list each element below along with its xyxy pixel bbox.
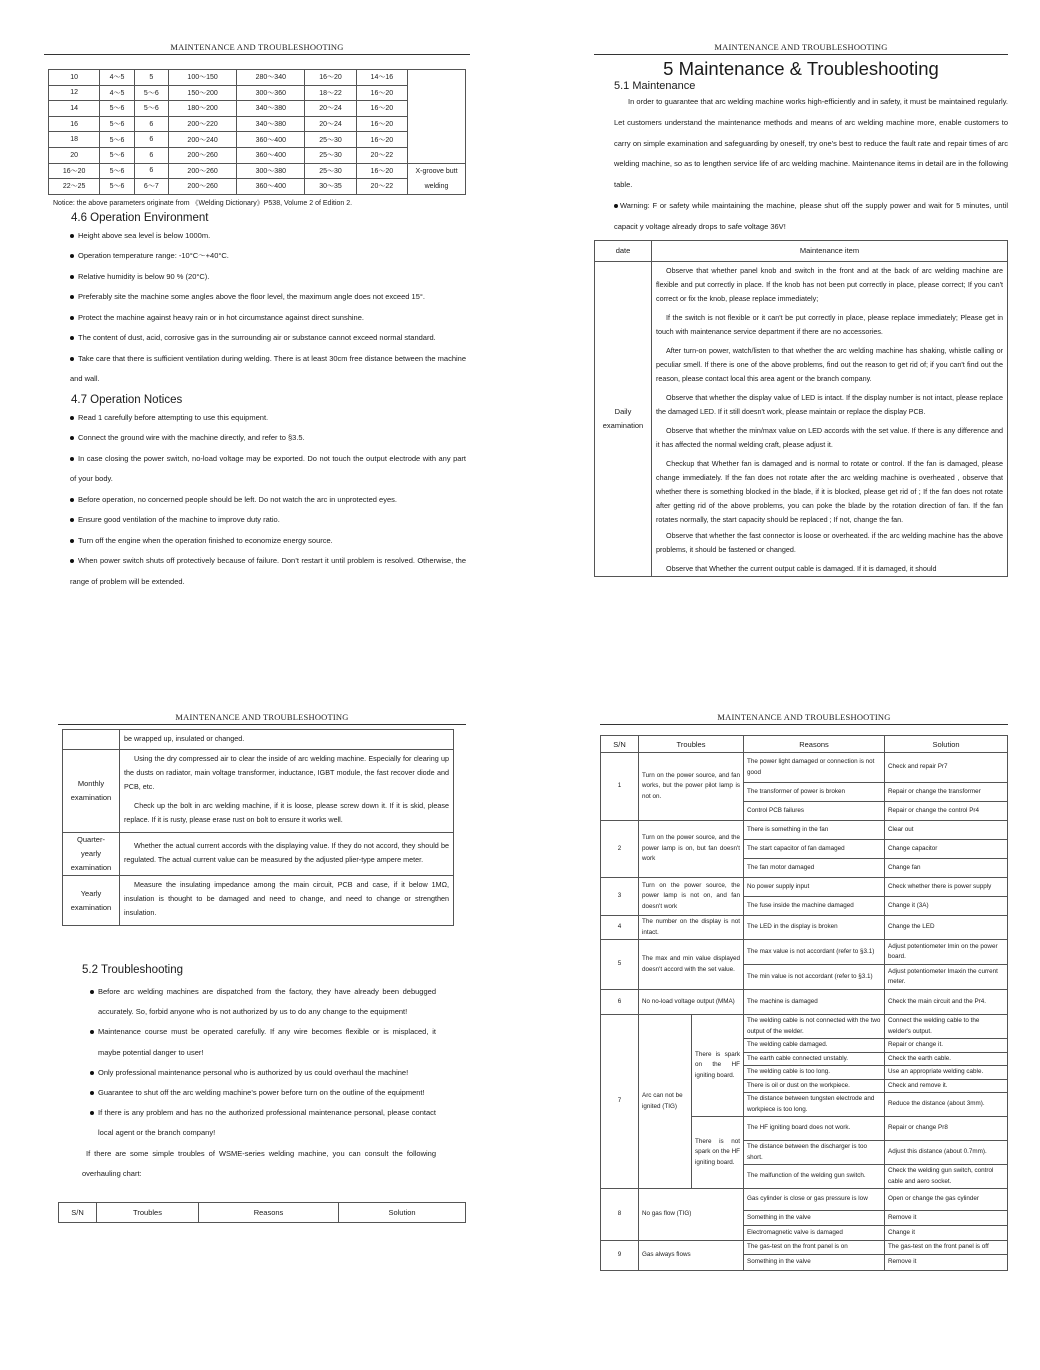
table-row bbox=[49, 132, 466, 148]
date-cell-quarter-yearly: Quarter- yearly examination bbox=[63, 833, 120, 876]
bullet-icon bbox=[90, 1071, 94, 1075]
table-cell: 200～260 bbox=[169, 163, 237, 179]
trouble-cell: Turn on the power source, and fan works, but the power pilot lamp is not on. bbox=[639, 753, 744, 821]
trouble-cell: No no-load voltage output (MMA) bbox=[639, 990, 744, 1015]
solution-cell: Repair or change the transformer bbox=[885, 783, 1008, 802]
table-row bbox=[49, 163, 466, 179]
table-row bbox=[601, 878, 1008, 897]
table-cell: 200～220 bbox=[169, 116, 237, 132]
list-item-text: Only professional maintenance personal who is authorized by us could overhaul the machine! bbox=[98, 1067, 409, 1077]
reason-cell: The distance between the discharger is too short. bbox=[744, 1141, 885, 1165]
list-item-text: Take care that there is sufficient ventilation during welding. There is at least 30cm free distance between the machine and wall. bbox=[70, 353, 466, 384]
solution-cell: Adjust potentiometer Imaxin the current meter. bbox=[885, 965, 1008, 990]
column-header-troubles: Troubles bbox=[639, 736, 744, 753]
quarter-yearly-item: Whether the actual current accords with the displaying value. If they do not accord, they should be regulated. The actual current value can be measured by the adjusted plier-type ampere meter. bbox=[124, 840, 449, 864]
table-row bbox=[601, 753, 1008, 783]
table-cell: 18 bbox=[49, 132, 100, 148]
sn-cell: 9 bbox=[601, 1241, 639, 1271]
bullet-icon bbox=[70, 539, 74, 543]
list-item-text: Turn off the engine when the operation finished to economize energy source. bbox=[78, 535, 333, 545]
reason-cell: The malfunction of the welding gun switch. bbox=[744, 1165, 885, 1189]
daily-item: Observe that whether panel knob and switch in the front and at the back of arc welding machine are flexible and put correctly in place. If the knob has not been put correctly in place, please correct; If you can't correct or fix the knob, please replace immediately; bbox=[656, 265, 1003, 303]
table-cell: 300～360 bbox=[237, 85, 305, 101]
solution-cell: Adjust this distance (about 0.7mm). bbox=[885, 1141, 1008, 1165]
sn-cell: 5 bbox=[601, 940, 639, 990]
table-row bbox=[601, 990, 1008, 1015]
list-item-text: Height above sea level is below 1000m. bbox=[78, 230, 211, 240]
reason-cell: No power supply input bbox=[744, 878, 885, 897]
running-header: MAINTENANCE AND TROUBLESHOOTING bbox=[58, 712, 466, 725]
list-item bbox=[70, 308, 466, 329]
list-item-text: Connect the ground wire with the machine directly, and refer to §3.5. bbox=[78, 433, 305, 443]
table-cell: 10 bbox=[49, 70, 100, 86]
list-item-text: Ensure good ventilation of the machine to improve duty ratio. bbox=[78, 515, 280, 525]
bullet-icon bbox=[70, 316, 74, 320]
warning-text: Warning: F or safety while maintaining the machine, please shut off the supply power and wait for 5 minutes, until capacit y voltage already drops to safe voltage 36V! bbox=[614, 200, 1008, 231]
reason-cell: Something in the valve bbox=[744, 1254, 885, 1270]
list-item-text: In case closing the power switch, no-load voltage may be exported. Do not touch the output electrode with any part of your body. bbox=[70, 453, 466, 484]
list-item bbox=[70, 428, 466, 449]
bullet-icon bbox=[90, 1111, 94, 1115]
operation-notices-list bbox=[48, 408, 466, 593]
list-item bbox=[70, 246, 466, 267]
overhauling-chart-intro: If there are some simple troubles of WSME-series welding machine, you can consult the following overhauling chart: bbox=[82, 1148, 436, 1178]
list-item-text: Guarantee to shut off the arc welding machine’s power before turn on the outline of the equipment! bbox=[98, 1088, 425, 1098]
table-cell: 16 bbox=[49, 116, 100, 132]
list-item bbox=[70, 328, 466, 349]
table-cell: 360～400 bbox=[237, 179, 305, 195]
list-item bbox=[70, 349, 466, 390]
reason-cell: The earth cable connected unstably. bbox=[744, 1052, 885, 1066]
table-row bbox=[49, 147, 466, 163]
welding-parameters-table bbox=[48, 69, 466, 195]
column-header-sn: S/N bbox=[59, 1203, 97, 1223]
table-cell: 16～20 bbox=[305, 70, 356, 86]
bullet-icon bbox=[90, 990, 94, 994]
daily-item: Observe that whether the display value of LED is intact. If the display number is not intact, please replace the damaged LED. If it still doesn't work, please maintain or replace the display PCB. bbox=[656, 392, 1003, 416]
bullet-icon bbox=[70, 559, 74, 563]
solution-cell: Check the earth cable. bbox=[885, 1052, 1008, 1066]
solution-cell: Check the welding gun switch, control cable and aero socket. bbox=[885, 1165, 1008, 1189]
table-row-yearly bbox=[63, 876, 454, 926]
reason-cell: The max value is not accordant (refer to §3.1) bbox=[744, 940, 885, 965]
trouble-cell: Turn on the power source, and the power lamp is on, but fan doesn't work bbox=[639, 821, 744, 878]
monthly-item: Using the dry compressed air to clear the inside of arc welding machine. Especially for clearing up the dusts on radiator, main voltage transformer, inductance, IGBT module, the fast recover diode and PCB, etc. bbox=[124, 754, 449, 791]
list-item-text: Before arc welding machines are dispatched from the factory, they have already been debugged accurately. So, forbid anyone who is not authorized by us to do any change to the equipment! bbox=[98, 987, 436, 1017]
list-item-text: Before operation, no concerned people should be left. Do not watch the arc in unprotected eyes. bbox=[78, 494, 397, 504]
table-cell: 200～240 bbox=[169, 132, 237, 148]
table-cell: 18～22 bbox=[305, 85, 356, 101]
reason-cell: Something in the valve bbox=[744, 1211, 885, 1226]
table-cell: 340～380 bbox=[237, 116, 305, 132]
page-troubleshooting-intro bbox=[58, 712, 466, 1223]
bullet-icon bbox=[70, 436, 74, 440]
reason-cell: The min value is not accordant (refer to §3.1) bbox=[744, 965, 885, 990]
daily-items-cell bbox=[652, 261, 1008, 576]
reason-cell: Electromagnetic valve is damaged bbox=[744, 1226, 885, 1241]
troubleshooting-table-header bbox=[58, 1202, 466, 1223]
warning-note bbox=[614, 196, 1008, 238]
trouble-cell: The max and min value displayed doesn't accord with the set value. bbox=[639, 940, 744, 990]
table-cell: 360～400 bbox=[237, 132, 305, 148]
table-cell: 180～200 bbox=[169, 101, 237, 117]
table-cell: 280～340 bbox=[237, 70, 305, 86]
list-item bbox=[70, 267, 466, 288]
solution-cell: Repair or change it. bbox=[885, 1039, 1008, 1053]
table-cell: 6 bbox=[134, 147, 168, 163]
table-row-quarter-yearly bbox=[63, 833, 454, 876]
operation-environment-list bbox=[48, 226, 466, 390]
reason-cell: The power light damaged or connection is not good bbox=[744, 753, 885, 783]
trouble-cell: Turn on the power source, the power lamp is not on, and fan doesn't work bbox=[639, 878, 744, 916]
list-item bbox=[98, 1103, 436, 1143]
column-header-troubles: Troubles bbox=[97, 1203, 199, 1223]
table-cell: 25～30 bbox=[305, 132, 356, 148]
list-item bbox=[70, 449, 466, 490]
table-cell: 100～150 bbox=[169, 70, 237, 86]
reason-cell: Gas cylinder is close or gas pressure is low bbox=[744, 1189, 885, 1211]
section-title-operation-environment: 4.6 Operation Environment bbox=[71, 211, 209, 224]
column-header-maintenance-item: Maintenance item bbox=[652, 240, 1008, 261]
table-cell: 340～380 bbox=[237, 101, 305, 117]
reason-cell: The gas-test on the front panel is on bbox=[744, 1241, 885, 1255]
bullet-icon bbox=[614, 204, 618, 208]
table-cell: 20～24 bbox=[305, 116, 356, 132]
section-title-operation-notices: 4.7 Operation Notices bbox=[71, 393, 183, 406]
table-cell: 4～5 bbox=[100, 85, 134, 101]
column-header-reasons: Reasons bbox=[744, 736, 885, 753]
solution-cell: Connect the welding cable to the welder's output. bbox=[885, 1015, 1008, 1039]
column-header-sn: S/N bbox=[601, 736, 639, 753]
running-header: MAINTENANCE AND TROUBLESHOOTING bbox=[44, 42, 470, 55]
trouble-cell: No gas flow (TIG) bbox=[639, 1189, 744, 1241]
maintenance-intro: In order to guarantee that arc welding machine works high-efficiently and in safety, it must be maintained regularly. Let customers understand the maintenance methods and means of arc welding machine more, enable customers to carry on simple examination and safeguarding by oneself, try one's best to reduce the fault rate and repair times of arc welding machine, so as to lengthen service life of arc welding machine. Maintenance items in detail are in the following table. bbox=[614, 97, 1008, 190]
table-cell: 16～20 bbox=[356, 163, 407, 179]
table-cell: 22～25 bbox=[49, 179, 100, 195]
date-cell-daily: Daily examination bbox=[595, 261, 652, 576]
table-cell: 25～30 bbox=[305, 163, 356, 179]
bullet-icon bbox=[90, 1091, 94, 1095]
table-cell: 16～20 bbox=[356, 101, 407, 117]
reason-cell: The welding cable is too long. bbox=[744, 1066, 885, 1080]
list-item-text: When power switch shuts off protectively because of failure. Don’t restart it until problem is resolved. Otherwise, the range of problem will be extended. bbox=[70, 556, 466, 586]
table-cell: 16～20 bbox=[356, 85, 407, 101]
table-row bbox=[601, 1241, 1008, 1255]
trouble-subcase-cell: There is spark on the HF igniting board. bbox=[692, 1015, 744, 1117]
solution-cell: Use an appropriate welding cable. bbox=[885, 1066, 1008, 1080]
table-cell: 5～6 bbox=[100, 147, 134, 163]
table-cell: 16～20 bbox=[356, 132, 407, 148]
date-cell-yearly: Yearly examination bbox=[63, 876, 120, 926]
daily-item: Checkup that Whether fan is damaged and is normal to rotate or control. If the fan is damaged, please change immediately. If the fan does not rotate after the arc welding machine is overheated , observe that whether there is something blocked in the blade, if it is blocked, please get rid of ; If the fan does not rotate after getting rid of the above problems, you can poke the blade by the rotation direction of fan. If the fan rotates normally, the start capacity should be replaced ; If not, change the fan. bbox=[656, 458, 1003, 524]
list-item-text: Relative humidity is below 90 % (20°C). bbox=[78, 271, 210, 281]
list-item bbox=[70, 551, 466, 592]
table-row bbox=[49, 101, 466, 117]
reason-cell: The welding cable is not connected with the two output of the welder. bbox=[744, 1015, 885, 1039]
table-cell: 360～400 bbox=[237, 147, 305, 163]
list-item-text: The content of dust, acid, corrosive gas in the surrounding air or substance cannot exceed normal standard. bbox=[78, 333, 436, 343]
table-cell: 5～6 bbox=[100, 179, 134, 195]
bullet-icon bbox=[70, 234, 74, 238]
reason-cell: The transformer of power is broken bbox=[744, 783, 885, 802]
table-cell: 200～260 bbox=[169, 179, 237, 195]
page-operation-environment bbox=[48, 42, 466, 592]
table-cell: 25～30 bbox=[305, 147, 356, 163]
column-header-solution: Solution bbox=[339, 1203, 466, 1223]
bullet-icon bbox=[70, 498, 74, 502]
solution-cell: Change it bbox=[885, 1226, 1008, 1241]
column-header-reasons: Reasons bbox=[199, 1203, 339, 1223]
bullet-icon bbox=[70, 357, 74, 361]
trouble-cell: Gas always flows bbox=[639, 1241, 744, 1271]
reason-cell: The LED in the display is broken bbox=[744, 916, 885, 940]
column-header-solution: Solution bbox=[885, 736, 1008, 753]
table-cell: 200～260 bbox=[169, 147, 237, 163]
table-cell: 14 bbox=[49, 101, 100, 117]
solution-cell: Check and remove it. bbox=[885, 1079, 1008, 1093]
list-item-text: Operation temperature range: -10°C～+40°C. bbox=[78, 251, 229, 261]
table-row bbox=[49, 179, 466, 195]
table-cell: 5～6 bbox=[134, 85, 168, 101]
solution-cell: Remove it bbox=[885, 1211, 1008, 1226]
solution-cell: Repair or change the control Pr4 bbox=[885, 802, 1008, 821]
table-cell: 5～6 bbox=[100, 163, 134, 179]
continuation-text: be wrapped up, insulated or changed. bbox=[124, 734, 245, 743]
solution-cell: Change capacitor bbox=[885, 840, 1008, 859]
troubleshooting-table bbox=[600, 735, 1008, 1271]
table-cell: 5 bbox=[134, 70, 168, 86]
solution-cell: Repair or change Pr8 bbox=[885, 1117, 1008, 1141]
table-cell: 6～7 bbox=[134, 179, 168, 195]
reason-cell: There is oil or dust on the workpiece. bbox=[744, 1079, 885, 1093]
chapter-title: 5 Maintenance & Troubleshooting bbox=[663, 58, 939, 79]
table-cell: 300～380 bbox=[237, 163, 305, 179]
table-cell: 14～16 bbox=[356, 70, 407, 86]
list-item bbox=[70, 287, 466, 308]
solution-cell: Reduce the distance (about 3mm). bbox=[885, 1093, 1008, 1117]
table-row bbox=[49, 70, 466, 86]
daily-item: Observe that Whether the current output cable is damaged. If it is damaged, it should bbox=[666, 563, 937, 573]
reason-cell: The machine is damaged bbox=[744, 990, 885, 1015]
sn-cell: 4 bbox=[601, 916, 639, 940]
trouble-cell: Arc can not be ignited (TIG) bbox=[639, 1015, 692, 1189]
solution-cell: Check whether there is power supply bbox=[885, 878, 1008, 897]
running-header: MAINTENANCE AND TROUBLESHOOTING bbox=[600, 712, 1008, 725]
table-row-monthly bbox=[63, 750, 454, 833]
trouble-subcase-cell: There is not spark on the HF igniting board. bbox=[692, 1117, 744, 1189]
list-item-text: Maintenance course must be operated carefully. If any wire becomes flexible or is misplaced, it maybe potential danger to user! bbox=[98, 1027, 436, 1057]
solution-cell: Adjust potentiometer Imin on the power board. bbox=[885, 940, 1008, 965]
date-cell-monthly: Monthly examination bbox=[63, 750, 120, 833]
solution-cell: Clear out bbox=[885, 821, 1008, 840]
table-cell: 20 bbox=[49, 147, 100, 163]
bullet-icon bbox=[70, 336, 74, 340]
table-row-daily bbox=[595, 261, 1008, 576]
list-item-text: If there is any problem and has no the authorized professional maintenance personal, please contact local agent or the branch company! bbox=[98, 1108, 436, 1138]
table-cell: 6 bbox=[134, 132, 168, 148]
table-row bbox=[601, 1015, 1008, 1039]
bullet-icon bbox=[70, 457, 74, 461]
table-cell: 16～20 bbox=[356, 116, 407, 132]
reason-cell: The start capacitor of fan damaged bbox=[744, 840, 885, 859]
list-item bbox=[70, 490, 466, 511]
running-header: MAINTENANCE AND TROUBLESHOOTING bbox=[594, 42, 1008, 55]
reason-cell: The distance between tungsten electrode and workpiece is too long. bbox=[744, 1093, 885, 1117]
list-item bbox=[70, 226, 466, 247]
parameters-notice: Notice: the above parameters originate from 《Welding Dictionary》P538, Volume 2 of Edition 2. bbox=[53, 199, 353, 207]
daily-item: Observe that whether the fast connector is loose or overheated. if the arc welding machine has the above problems, it should be fastened or changed. bbox=[656, 530, 1003, 554]
bullet-icon bbox=[70, 416, 74, 420]
maintenance-table bbox=[594, 240, 1008, 577]
table-row bbox=[49, 116, 466, 132]
list-item-text: Read 1 carefully before attempting to use this equipment. bbox=[78, 412, 269, 422]
solution-cell: Check and repair Pr7 bbox=[885, 753, 1008, 783]
table-cell: 4～5 bbox=[100, 70, 134, 86]
table-row bbox=[601, 1189, 1008, 1211]
section-title-troubleshooting: 5.2 Troubleshooting bbox=[82, 964, 184, 976]
section-title-maintenance: 5.1 Maintenance bbox=[614, 80, 696, 92]
bullet-icon bbox=[70, 254, 74, 258]
sn-cell: 6 bbox=[601, 990, 639, 1015]
page-maintenance bbox=[594, 42, 1008, 577]
sn-cell: 3 bbox=[601, 878, 639, 916]
maintenance-table-continued bbox=[62, 729, 454, 926]
list-item bbox=[98, 982, 436, 1022]
table-cell: 6 bbox=[134, 163, 168, 179]
bullet-icon bbox=[90, 1030, 94, 1034]
column-header-date: date bbox=[595, 240, 652, 261]
table-row bbox=[601, 940, 1008, 965]
table-row bbox=[601, 821, 1008, 840]
list-item-text: Protect the machine against heavy rain or in hot circumstance against direct sunshine. bbox=[78, 312, 364, 322]
reason-cell: Control PCB failures bbox=[744, 802, 885, 821]
table-row bbox=[601, 916, 1008, 940]
solution-cell: Change it (3A) bbox=[885, 897, 1008, 916]
reason-cell: The welding cable damaged. bbox=[744, 1039, 885, 1053]
reason-cell: The fan motor damaged bbox=[744, 859, 885, 878]
list-item bbox=[70, 408, 466, 429]
solution-cell: The gas-test on the front panel is off bbox=[885, 1241, 1008, 1255]
bullet-icon bbox=[70, 275, 74, 279]
list-item bbox=[98, 1022, 436, 1062]
groove-type-cell: X-groove butt welding bbox=[408, 163, 466, 194]
solution-cell: Change fan bbox=[885, 859, 1008, 878]
table-cell: 16～20 bbox=[49, 163, 100, 179]
solution-cell: Change the LED bbox=[885, 916, 1008, 940]
table-cell: 20～22 bbox=[356, 179, 407, 195]
list-item-text: Preferably site the machine some angles above the floor level, the maximum angle does not exceed 15°. bbox=[78, 292, 425, 302]
daily-item: After turn-on power, watch/listen to that whether the arc welding machine has shaking, whistle calling or peculiar smell. If there is one of the above problems, find out the reason to get rid of; if you can't find out the reason, please contact local this area agent or the branch company. bbox=[656, 345, 1003, 383]
daily-item: If the switch is not flexible or it can't be put correctly in place, please replace immediately; Please get in touch with maintenance service department if there are no accessories. bbox=[656, 312, 1003, 336]
table-cell: 5～6 bbox=[100, 132, 134, 148]
yearly-item: Measure the insulating impedance among the main circuit, PCB and case, if it below 1MΩ, insulation is thought to be damaged and need to change, and need to change or strengthen insulation. bbox=[124, 880, 449, 917]
daily-item: Observe that whether the min/max value on LED accords with the set value. If there is any difference and it has affected the normal welding craft, please adjust it. bbox=[656, 425, 1003, 449]
list-item bbox=[70, 510, 466, 531]
solution-cell: Check the main circuit and the Pr4. bbox=[885, 990, 1008, 1015]
table-cell: 20～22 bbox=[356, 147, 407, 163]
page-troubleshooting-table bbox=[600, 712, 1008, 1271]
list-item bbox=[98, 1063, 436, 1083]
table-cell: 12 bbox=[49, 85, 100, 101]
table-cell: 5～6 bbox=[134, 101, 168, 117]
table-cell: 30～35 bbox=[305, 179, 356, 195]
table-cell: 5～6 bbox=[100, 116, 134, 132]
reason-cell: There is something in the fan bbox=[744, 821, 885, 840]
table-cell: 20～24 bbox=[305, 101, 356, 117]
table-row-continuation bbox=[63, 730, 454, 750]
solution-cell: Remove it bbox=[885, 1254, 1008, 1270]
sn-cell: 1 bbox=[601, 753, 639, 821]
table-cell: 5～6 bbox=[100, 101, 134, 117]
monthly-item: Check up the bolt in arc welding machine, if it is loose, please screw down it. If it is skid, please replace. If it is rusty, please erase rust on bolt to ensure it works well. bbox=[124, 801, 449, 824]
list-item bbox=[70, 531, 466, 552]
table-row bbox=[49, 85, 466, 101]
sn-cell: 7 bbox=[601, 1015, 639, 1189]
reason-cell: The HF igniting board does not work. bbox=[744, 1117, 885, 1141]
bullet-icon bbox=[70, 518, 74, 522]
table-cell bbox=[408, 70, 466, 164]
sn-cell: 8 bbox=[601, 1189, 639, 1241]
sn-cell: 2 bbox=[601, 821, 639, 878]
list-item bbox=[98, 1083, 436, 1103]
bullet-icon bbox=[70, 295, 74, 299]
table-cell: 6 bbox=[134, 116, 168, 132]
reason-cell: The fuse inside the machine damaged bbox=[744, 897, 885, 916]
table-cell: 150～200 bbox=[169, 85, 237, 101]
troubleshooting-bullets bbox=[58, 982, 466, 1144]
solution-cell: Open or change the gas cylinder bbox=[885, 1189, 1008, 1211]
trouble-cell: The number on the display is not intact. bbox=[639, 916, 744, 940]
